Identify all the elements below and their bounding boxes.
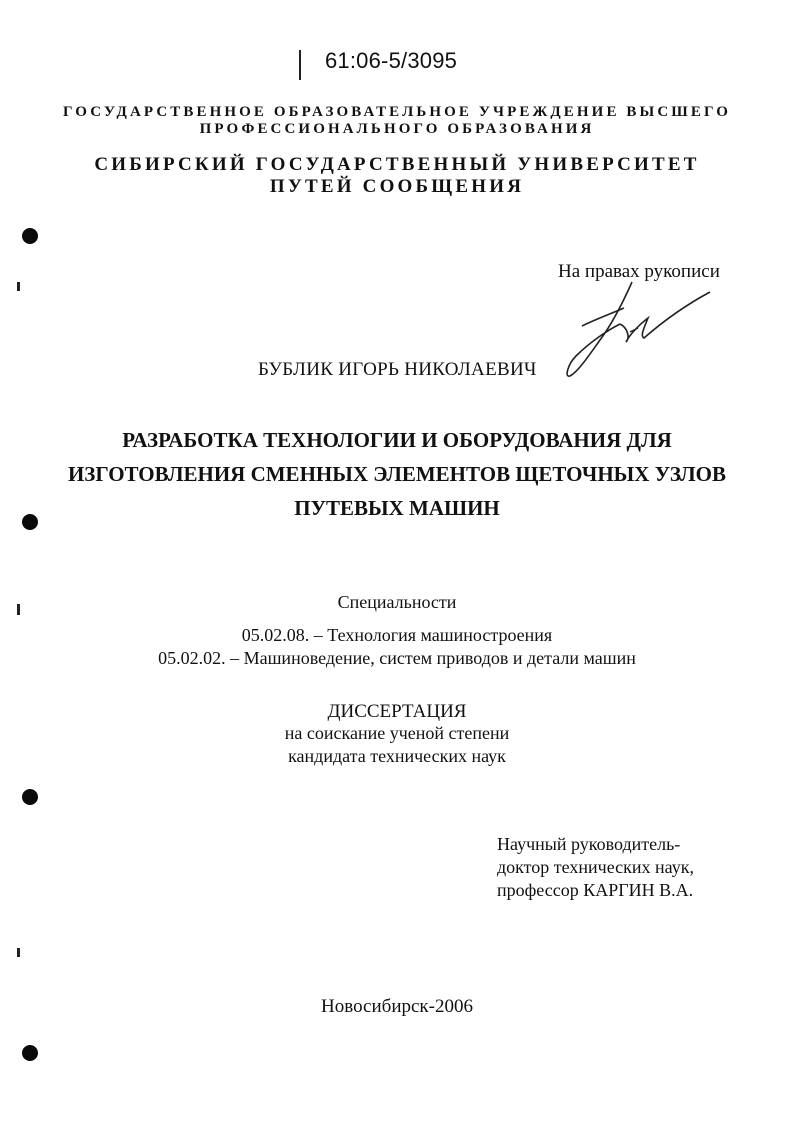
specialty-item: 05.02.02. – Машиноведение, систем приводов и детали машин	[158, 648, 636, 668]
supervisor-block	[497, 833, 694, 902]
city-year: Новосибирск-2006	[321, 996, 473, 1017]
author-name: БУБЛИК ИГОРЬ НИКОЛАЕВИЧ	[258, 359, 537, 380]
archive-code: 61:06-5/3095	[325, 48, 458, 73]
punch-hole	[22, 228, 38, 244]
degree-line-1: на соискание ученой степени	[284, 723, 510, 743]
dissertation-title-line-2: ИЗГОТОВЛЕНИЯ СМЕННЫХ ЭЛЕМЕНТОВ ЩЕТОЧНЫХ УЗЛОВ	[67, 462, 727, 486]
institution-line-2: ПРОФЕССИОНАЛЬНОГО ОБРАЗОВАНИЯ	[199, 121, 595, 137]
supervisor-line-3: профессор КАРГИН В.А.	[497, 880, 694, 900]
margin-mark	[17, 948, 20, 957]
dissertation-title-line-1: РАЗРАБОТКА ТЕХНОЛОГИИ И ОБОРУДОВАНИЯ ДЛЯ	[122, 428, 672, 452]
stamp-divider	[299, 50, 301, 80]
punch-hole	[22, 789, 38, 805]
university-line-1: СИБИРСКИЙ ГОСУДАРСТВЕННЫЙ УНИВЕРСИТЕТ	[94, 154, 700, 175]
punch-hole	[22, 1045, 38, 1061]
supervisor-line-2: доктор технических наук,	[497, 857, 694, 877]
specialty-item: 05.02.08. – Технология машиностроения	[241, 625, 553, 645]
manuscript-rights-label: На правах рукописи	[558, 261, 720, 282]
institution-line-1: ГОСУДАРСТВЕННОЕ ОБРАЗОВАТЕЛЬНОЕ УЧРЕЖДЕНИЕ ВЫСШЕГО	[62, 104, 731, 120]
signature-icon	[560, 280, 720, 380]
specialties-heading: Специальности	[337, 592, 457, 612]
degree-line-2: кандидата технических наук	[288, 746, 506, 766]
supervisor-line-1: Научный руководитель-	[497, 834, 681, 854]
dissertation-title-line-3: ПУТЕВЫХ МАШИН	[294, 496, 500, 520]
margin-mark	[17, 282, 20, 291]
dissertation-heading: ДИССЕРТАЦИЯ	[327, 701, 467, 722]
university-line-2: ПУТЕЙ СООБЩЕНИЯ	[269, 176, 525, 197]
